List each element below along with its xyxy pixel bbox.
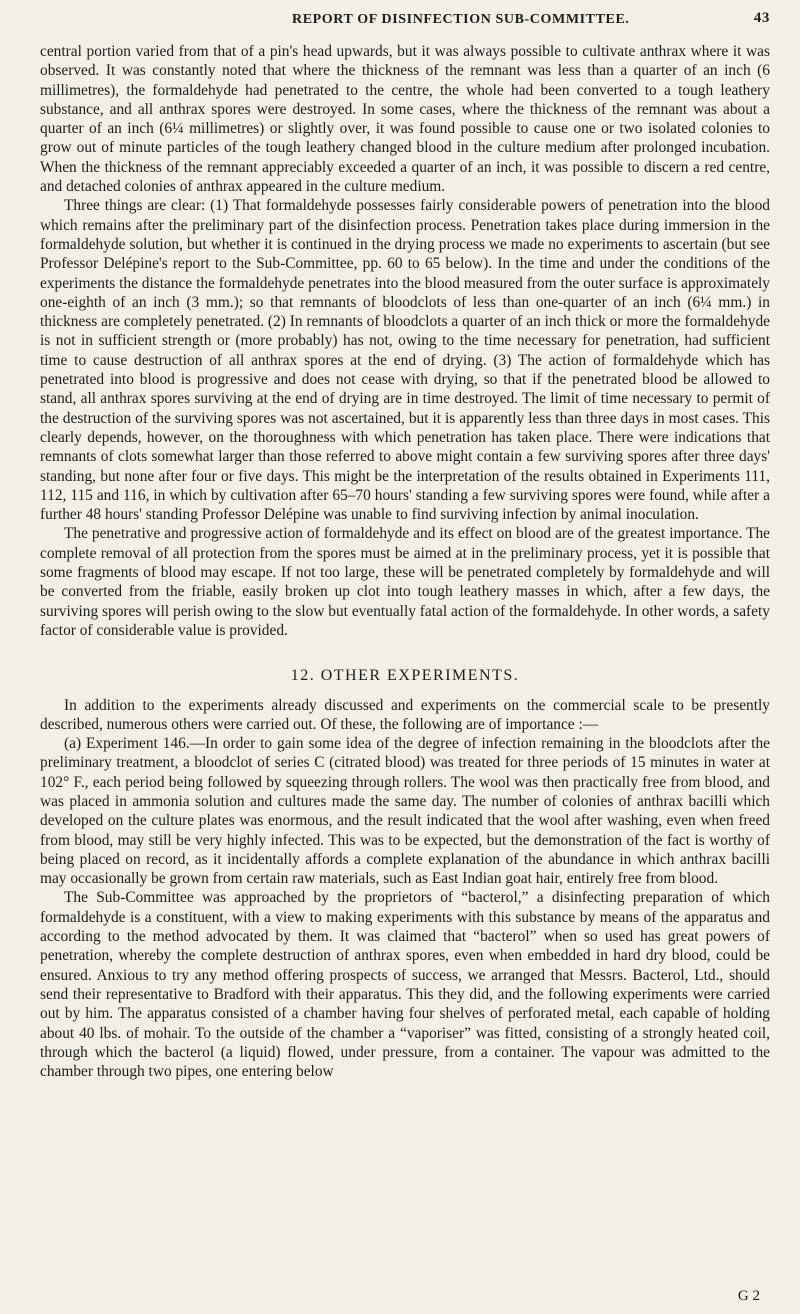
paragraph: (a) Experiment 146.—In order to gain some idea of the degree of infection remaining in the bloodclots after the preliminary treatment, a bloodclot of series C (citrated blood) was treated for three periods of 15 minutes in water at 102° F., each period being followed by squeezing through rollers. The wool was then practically free from blood, and was placed in ammonia solution and cultures made the same day. The number of colonies of anthrax bacilli which developed on the culture plates was enormous, and the result indicated that the wool after washing, even when freed from blood, may still be very highly infected. This was to be expected, but the demonstration of the fact is worthy of being placed on record, as it incidentally affords a complete explanation of the abundance in which anthrax bacilli may occasionally be grown from certain raw materials, such as East Indian goat hair, entirely free from blood. <box>40 735 770 888</box>
section-heading: 12. OTHER EXPERIMENTS. <box>290 667 520 685</box>
paragraph: The Sub-Committee was approached by the proprietors of “bacterol,” a disinfecting preparation of which formaldehyde is a constituent, with a view to making experiments with this substance by means of the apparatus and according to the method advocated by them. It was claimed that “bacterol” when so used has great powers of penetration, whereby the complete destruction of anthrax spores, even when embedded in hard dry blood, could be ensured. Anxious to try any method offering prospects of success, we arranged that Messrs. Bacterol, Ltd., should send their representative to Bradford with their apparatus. This they did, and the following experiments were carried out by him. The apparatus consisted of a chamber having four shelves of perforated metal, each capable of holding about 40 lbs. of mohair. To the outside of the chamber a “vaporiser” was fitted, consisting of a strongly heated coil, through which the bacterol (a liquid) flowed, under pressure, from a container. The vapour was admitted to the chamber through two pipes, one entering below <box>40 889 770 1081</box>
paragraph: In addition to the experiments already discussed and experiments on the commercial scale to be presently described, numerous others were carried out. Of these, the following are of importance :— <box>40 696 770 733</box>
body-text <box>40 42 770 1081</box>
page-header <box>40 6 770 30</box>
running-title: REPORT OF DISINFECTION SUB-COMMITTEE. <box>292 12 630 27</box>
signature-mark: G 2 <box>737 1288 760 1304</box>
paragraph: Three things are clear: (1) That formaldehyde possesses fairly considerable powers of penetration into the blood which remains after the preliminary part of the disinfection process. Penetration takes place during immersion in the formaldehyde solution, but whether it is continued in the drying process we made no experiments to ascertain (but see Professor Delépine's report to the Sub-Committee, pp. 60 to 65 below). In the time and under the conditions of the experiments the distance the formaldehyde penetrates into the blood measured from the outer surface is approximately one-eighth of an inch (3 mm.); so that remnants of bloodclots of less than one-quarter of an inch (6¼ mm.) in thickness are completely penetrated. (2) In remnants of bloodclots a quarter of an inch thick or more the formaldehyde is not in sufficient strength or (more probably) has not, owing to the time necessary for penetration, had sufficient time to cause destruction of all anthrax spores at the end of drying. (3) The action of formaldehyde which has penetrated into blood is progressive and does not cease with drying, so that if the penetrated blood be allowed to stand, all anthrax spores surviving at the end of drying are in time destroyed. The limit of time necessary to permit of the destruction of the surviving spores was not ascertained, but it is apparently less than three days in most cases. This clearly depends, however, on the thoroughness with which penetration has taken place. There were indications that remnants of clots somewhat larger than those referred to above might contain a few surviving spores after three days' standing, but none after four or five days. This might be the interpretation of the results obtained in Experiments 111, 112, 115 and 116, in which by cultivation after 65–70 hours' standing a few surviving spores were found, while after a further 48 hours' standing Professor Delépine was unable to find surviving infection by animal inoculation. <box>40 197 770 524</box>
page-number: 43 <box>753 10 770 26</box>
paragraph: The penetrative and progressive action of formaldehyde and its effect on blood are of the greatest importance. The complete removal of all protection from the spores must be aimed at in the preliminary process, yet it is possible that some fragments of blood may escape. If not too large, these will be penetrated completely by formaldehyde and will be converted from the friable, easily broken up clot into tough leathery masses in which, after a few days, the surviving spores will perish owing to the slow but eventually fatal action of the formaldehyde. In other words, a safety factor of considerable value is provided. <box>40 525 770 639</box>
paragraph: central portion varied from that of a pin's head upwards, but it was always possible to cultivate anthrax where it was observed. It was constantly noted that where the thickness of the remnant was less than a quarter of an inch (6 millimetres), the formaldehyde had penetrated to the centre, the whole had been converted to a tough leathery substance, and all anthrax spores were destroyed. In some cases, where the thickness of the remnant was about a quarter of an inch (6¼ millimetres) or slightly over, it was found possible to cause one or two isolated colonies to grow out of minute particles of the tough leathery changed blood in the culture medium after prolonged incubation. When the thickness of the remnant appreciably exceeded a quarter of an inch, it was possible to discern a red centre, and detached colonies of anthrax appeared in the culture medium. <box>40 43 770 196</box>
